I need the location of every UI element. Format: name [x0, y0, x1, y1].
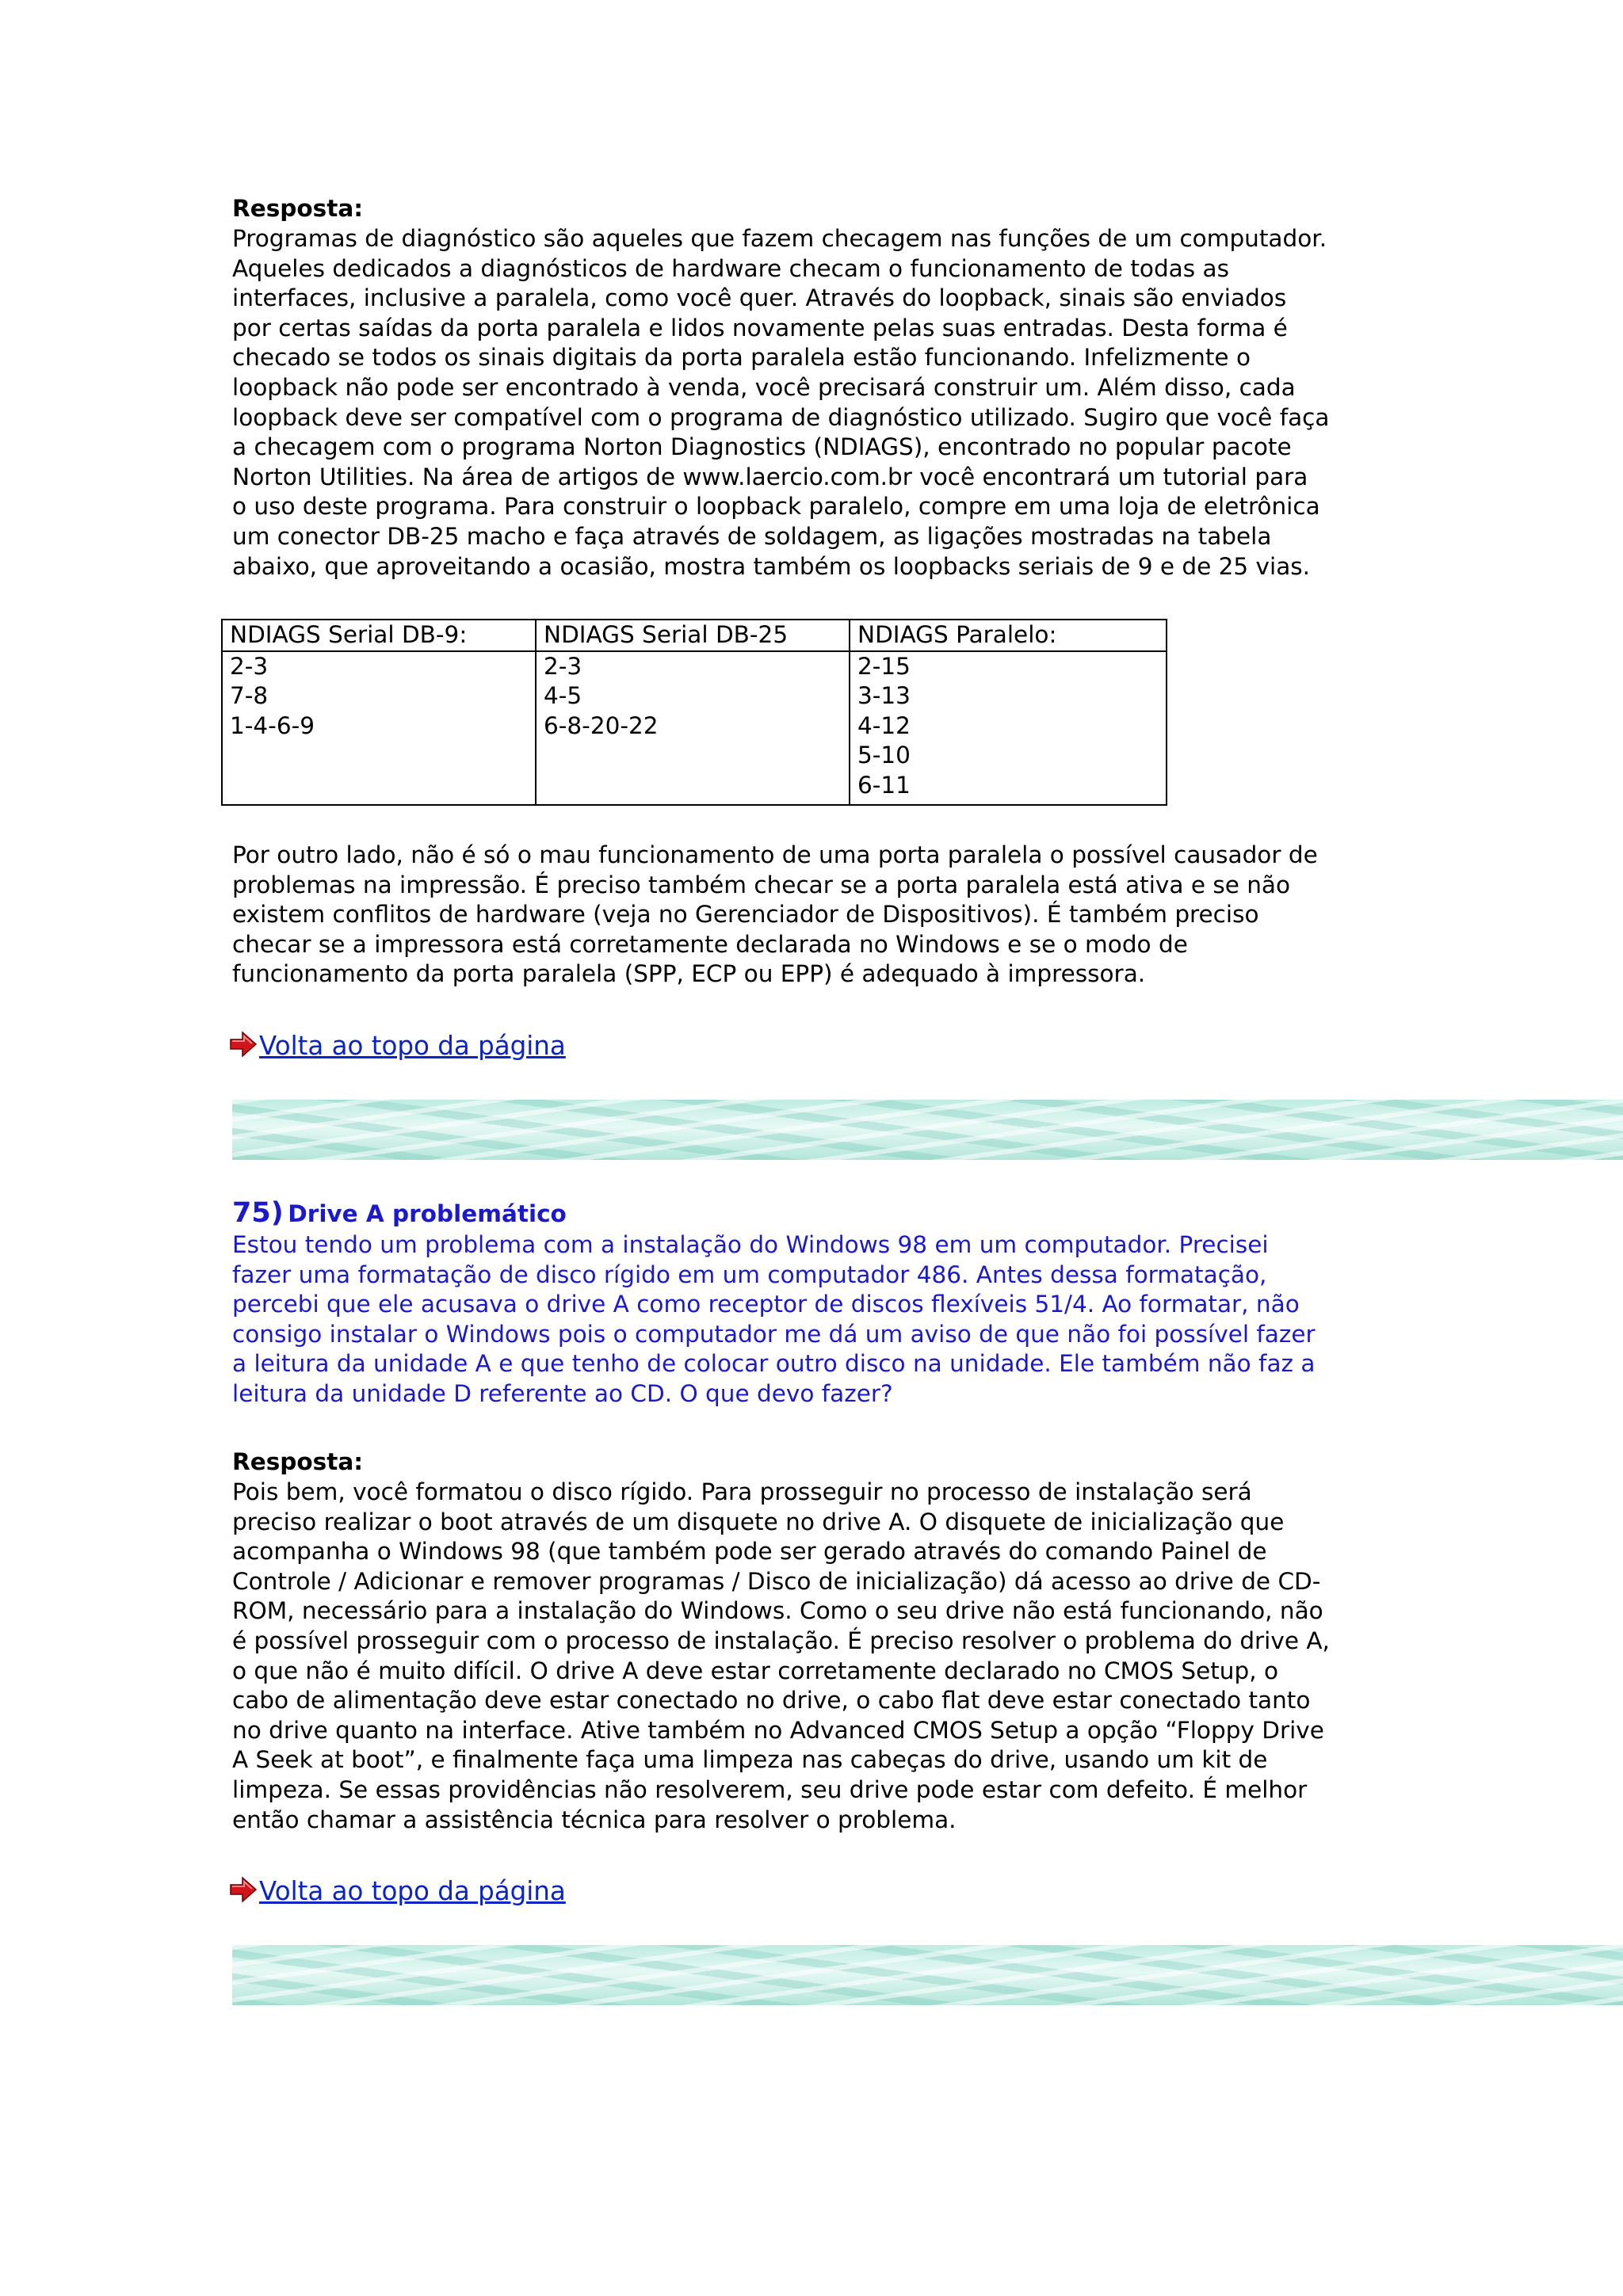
- pin-pair: 5-10: [857, 742, 911, 769]
- answer-label: Resposta:: [232, 195, 364, 222]
- text-line: leitura da unidade D referente ao CD. O que devo fazer?: [232, 1379, 893, 1407]
- question-text: [232, 1230, 1397, 1409]
- text-line: no drive quanto na interface. Ative também no Advanced CMOS Setup a opção “Floppy Drive: [232, 1716, 1324, 1744]
- text-line: problemas na impressão. É preciso também checar se a porta paralela está ativa e se não: [232, 871, 1291, 898]
- text-line: é possível prosseguir com o processo de instalação. É preciso resolver o problema do drive A,: [232, 1627, 1330, 1654]
- text-line: um conector DB-25 macho e faça através de soldagem, as ligações mostradas na tabela: [232, 522, 1272, 550]
- loopback-table: [221, 619, 1167, 806]
- question-number: 75): [232, 1197, 284, 1229]
- back-to-top-link[interactable]: Volta ao topo da página: [259, 1876, 566, 1906]
- text-line: por certas saídas da porta paralela e lidos novamente pelas suas entradas. Desta forma é: [232, 314, 1288, 341]
- pin-pair: 7-8: [230, 682, 269, 710]
- table-header-cell: NDIAGS Serial DB-9:: [222, 620, 536, 651]
- question-title: Drive A problemático: [288, 1200, 567, 1227]
- text-line: limpeza. Se essas providências não resolverem, seu drive pode estar com defeito. É melhor: [232, 1775, 1308, 1803]
- pin-pair: 6-8-20-22: [544, 711, 659, 739]
- text-line: A Seek at boot”, e finalmente faça uma limpeza nas cabeças do drive, usando um kit de: [232, 1746, 1268, 1774]
- text-line: consigo instalar o Windows pois o computador me dá um aviso de que não foi possível fazer: [232, 1320, 1316, 1348]
- text-line: funcionamento da porta paralela (SPP, ECP ou EPP) é adequado à impressora.: [232, 960, 1146, 988]
- text-line: a checagem com o programa Norton Diagnostics (NDIAGS), encontrado no popular pacote: [232, 433, 1292, 461]
- red-arrow-icon: [229, 1031, 258, 1065]
- text-line: acompanha o Windows 98 (que também pode ser gerado através do comando Painel de: [232, 1538, 1267, 1566]
- text-line: checado se todos os sinais digitais da porta paralela estão funcionando. Infelizmente o: [232, 344, 1251, 372]
- text-line: Estou tendo um problema com a instalação do Windows 98 em um computador. Precisei: [232, 1231, 1269, 1258]
- pin-pair: 1-4-6-9: [230, 711, 315, 739]
- table-header-cell: NDIAGS Serial DB-25: [536, 620, 850, 651]
- text-line: ROM, necessário para a instalação do Windows. Como o seu drive não está funcionando, não: [232, 1597, 1323, 1625]
- red-arrow-icon: [229, 1876, 258, 1910]
- text-line: interfaces, inclusive a paralela, como você quer. Através do loopback, sinais são enviados: [232, 284, 1287, 312]
- text-line: Programas de diagnóstico são aqueles que fazem checagem nas funções de um computador.: [232, 225, 1327, 252]
- paragraph: [232, 841, 1397, 990]
- pin-pair: 2-3: [230, 652, 269, 680]
- text-line: Controle / Adicionar e remover programas / Disco de inicialização) dá acesso ao drive de CD-: [232, 1567, 1321, 1595]
- text-line: Pois bem, você formatou o disco rígido. Para prosseguir no processo de instalação será: [232, 1478, 1252, 1505]
- text-line: Aqueles dedicados a diagnósticos de hardware checam o funcionamento de todas as: [232, 254, 1229, 282]
- text-line: loopback não pode ser encontrado à venda, você precisará construir um. Além disso, cada: [232, 373, 1296, 401]
- text-line: fazer uma formatação de disco rígido em um computador 486. Antes dessa formatação,: [232, 1261, 1267, 1288]
- back-to-top-link[interactable]: Volta ao topo da página: [259, 1031, 566, 1061]
- text-line: a leitura da unidade A e que tenho de colocar outro disco na unidade. Ele também não faz a: [232, 1350, 1316, 1378]
- back-to-top[interactable]: [229, 1875, 566, 1910]
- back-to-top[interactable]: [229, 1030, 566, 1065]
- pin-pair: 3-13: [857, 682, 911, 710]
- answer-body: [232, 1478, 1397, 1835]
- text-line: existem conflitos de hardware (veja no Gerenciador de Dispositivos). É também preciso: [232, 901, 1259, 929]
- table-cell: [222, 651, 536, 805]
- pin-pair: 2-15: [857, 652, 911, 680]
- text-line: percebi que ele acusava o drive A como receptor de discos flexíveis 51/4. Ao formatar, não: [232, 1291, 1300, 1318]
- text-line: então chamar a assistência técnica para resolver o problema.: [232, 1806, 957, 1833]
- table-header-row: [222, 620, 1167, 651]
- table-cell: [536, 651, 850, 805]
- text-line: Por outro lado, não é só o mau funcionamento de uma porta paralela o possível causador de: [232, 841, 1318, 868]
- text-line: o uso deste programa. Para construir o loopback paralelo, compre em uma loja de eletrônica: [232, 493, 1320, 521]
- table-cell: [850, 651, 1167, 805]
- pin-pair: 2-3: [544, 652, 582, 680]
- answer-label: Resposta:: [232, 1448, 364, 1475]
- water-divider: [232, 1945, 1623, 2005]
- question-heading: [232, 1197, 567, 1229]
- table-header-cell: NDIAGS Paralelo:: [850, 620, 1167, 651]
- text-line: loopback deve ser compatível com o programa de diagnóstico utilizado. Sugiro que você faça: [232, 403, 1330, 431]
- pin-pair: 4-5: [544, 682, 582, 710]
- text-line: Norton Utilities. Na área de artigos de www.laercio.com.br você encontrará um tutorial para: [232, 463, 1308, 490]
- pin-pair: 6-11: [857, 771, 911, 799]
- text-line: preciso realizar o boot através de um disquete no drive A. O disquete de inicialização que: [232, 1508, 1285, 1535]
- answer-body: [232, 224, 1397, 582]
- water-divider: [232, 1100, 1623, 1160]
- text-line: abaixo, que aproveitando a ocasião, mostra também os loopbacks seriais de 9 e de 25 vias.: [232, 552, 1311, 580]
- text-line: cabo de alimentação deve estar conectado no drive, o cabo flat deve estar conectado tanto: [232, 1687, 1311, 1714]
- text-line: checar se a impressora está corretamente declarada no Windows e se o modo de: [232, 930, 1188, 958]
- pin-pair: 4-12: [857, 711, 911, 739]
- text-line: o que não é muito difícil. O drive A deve estar corretamente declarado no CMOS Setup, o: [232, 1657, 1279, 1684]
- table-row: [222, 651, 1167, 805]
